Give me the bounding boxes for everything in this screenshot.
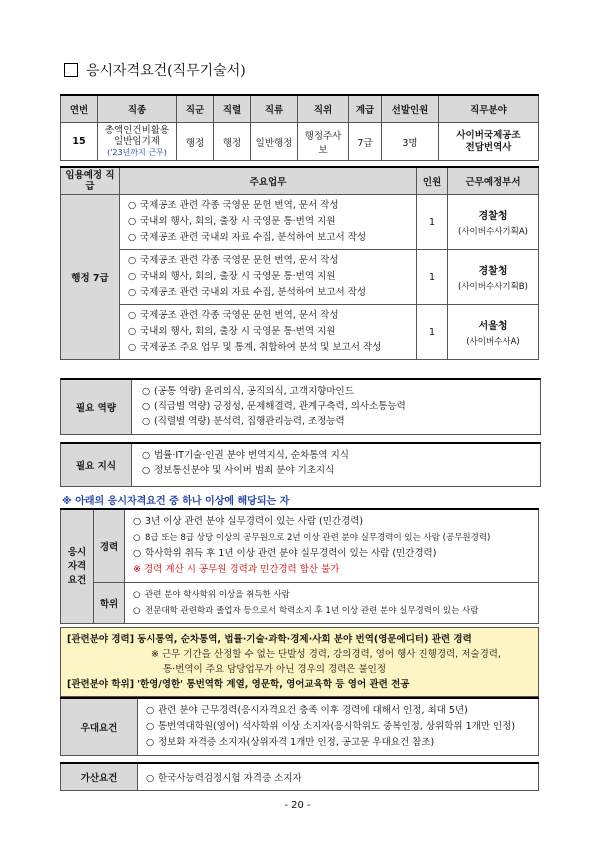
knowledge-box [60,442,541,487]
knowledge-content: ○ 법률·IT기술·인권 분야 번역지식, 순차통역 지식 ○ 정보통신분야 및 사이버 범죄 분야 기초지식 [142,450,349,476]
header-type: 직종 [98,95,177,123]
row-series: 행정 [214,123,251,161]
header-count: 선발인원 [382,95,439,123]
bonus-row [61,763,539,791]
career-content: ○ 3년 이상 관련 분야 실무경력이 있는 사람 (민간경력) ○ 8급 또는 8급 상당 이상의 공무원으로 2년 이상 관련 분야 실무경력이 있는 사람 (공무원경력) ○ 학사학위 취득 후 1년 이상 관련 분야 실무경력이 있는 사람 (민간경력) ※ 경력 계산 시 공무원 경력과 민간경력 합산 불가 [125,509,539,583]
header-rank: 계급 [349,95,382,123]
header-headcount: 인원 [417,167,448,195]
preferred-label: 우대요건 [61,698,138,756]
related-field-box: [관련분야 경력] 동시통역, 순차통역, 법률·기술·과학·경제·사회 분야 번역(영문에디터) 관련 경력 ※ 근무 기간을 산정할 수 없는 단발성 경력, 강의경력, 영어 행사 진행경력, 저술경력, 통·번역이 주요 담당업무가 아닌 경우의 경력은 불인정 [관련분야 학위] '한영/영한' 통번역학 계열, 영문학, 영어교육학 등 영어 관련 전공 [60,627,539,697]
qualification-label: 응시자격요건 [61,509,94,624]
preferred-table [60,697,539,791]
checkbox-icon [64,63,78,77]
qualification-table [60,508,539,624]
header-main-duties: 주요업무 [120,167,417,195]
preferred-content: ○ 관련 분야 근무경력(응시자격요건 충족 이후 경력에 대해서 인정, 최대 5년) ○ 통번역대학원(영어) 석사학위 이상 소지자(응시학위도 중복인정, 상위학위 1개만 인정) ○ 정보화 자격증 소지자(상위자격 1개만 인정, 공고문 우대요건 참조) [138,698,539,756]
row-count: 3명 [382,123,439,161]
duty-count: 1 [417,305,448,360]
summary-table [60,94,539,161]
row-type: 총액인건비활용 일반임기제 ('23년까지 근무) [98,123,177,161]
summary-header-row [61,95,539,123]
duties-header-row [61,167,539,195]
header-group: 직군 [177,95,214,123]
knowledge-label: 필요 지식 [61,444,132,486]
duty-dept: 서울청 (사이버수사A) [448,305,539,360]
duty-rank: 행정 7급 [61,195,120,360]
duty-row [61,250,539,305]
header-field: 직무분야 [439,95,539,123]
career-warning: ※ 경력 계산 시 공무원 경력과 민간경력 합산 불가 [133,564,340,575]
bonus-label: 가산요건 [61,763,138,791]
summary-row [61,123,539,161]
row-field: 사이버국제공조 전담번역사 [439,123,539,161]
duty-items: ○ 국제공조 관련 각종 국영문 문헌 번역, 문서 작성 ○ 국내외 행사, 회의, 출장 시 국영문 통·번역 지원 ○ 국제공조 관련 국내외 자료 수집, 분석하여 보고서 작성 [120,195,417,250]
degree-content: ○ 관련 분야 학사학위 이상을 취득한 사람 ○ 전문대학 관련학과 졸업자 등으로서 학력소지 후 1년 이상 관련 분야 실무경력이 있는 사람 [125,583,539,624]
section-title: 응시자격요건(직무기술서) [64,60,246,80]
degree-row [61,583,539,624]
competency-label: 필요 역량 [61,380,132,434]
duties-table [60,166,539,360]
career-row [61,509,539,583]
degree-label: 학위 [94,583,125,624]
duty-count: 1 [417,195,448,250]
row-group: 행정 [177,123,214,161]
bonus-content: ○ 한국사능력검정시험 자격증 소지자 [138,763,539,791]
duty-count: 1 [417,250,448,305]
career-label: 경력 [94,509,125,583]
duty-row [61,195,539,250]
header-no: 연번 [61,95,98,123]
header-dept: 근무예정부서 [448,167,539,195]
row-class: 일반행정 [251,123,298,161]
duty-row [61,305,539,360]
competency-box [60,378,541,435]
duty-items: ○ 국제공조 관련 각종 국영문 문헌 번역, 문서 작성 ○ 국내외 행사, 회의, 출장 시 국영문 통·번역 지원 ○ 국제공조 관련 국내외 자료 수집, 분석하여 보고서 작성 [120,250,417,305]
duty-items: ○ 국제공조 관련 각종 국영문 문헌 번역, 문서 작성 ○ 국내외 행사, 회의, 출장 시 국영문 통·번역 지원 ○ 국제공조 주요 업무 및 통계, 취합하여 분석 및 보고서 작성 [120,305,417,360]
header-class: 직류 [251,95,298,123]
header-position: 직위 [298,95,349,123]
page-number: - 20 - [284,800,311,811]
duty-dept: 경찰청 (사이버수사기획A) [448,195,539,250]
header-series: 직렬 [214,95,251,123]
preferred-row [61,698,539,756]
row-no: 15 [61,123,98,161]
header-appoint-rank: 임용예정 직급 [61,167,120,195]
row-position: 행정주사보 [298,123,349,161]
competency-content: ○ (공통 역량) 윤리의식, 공직의식, 고객지향마인드 ○ (직급별 역량) 긍정성, 문제해결력, 관계구축력, 의사소통능력 ○ (직렬별 역량) 분석력, 집행관리능력, 조정능력 [142,386,406,427]
eligibility-note: ※ 아래의 응시자격요건 중 하나 이상에 해당되는 자 [62,496,290,507]
duty-dept: 경찰청 (사이버수사기획B) [448,250,539,305]
row-rank: 7급 [349,123,382,161]
